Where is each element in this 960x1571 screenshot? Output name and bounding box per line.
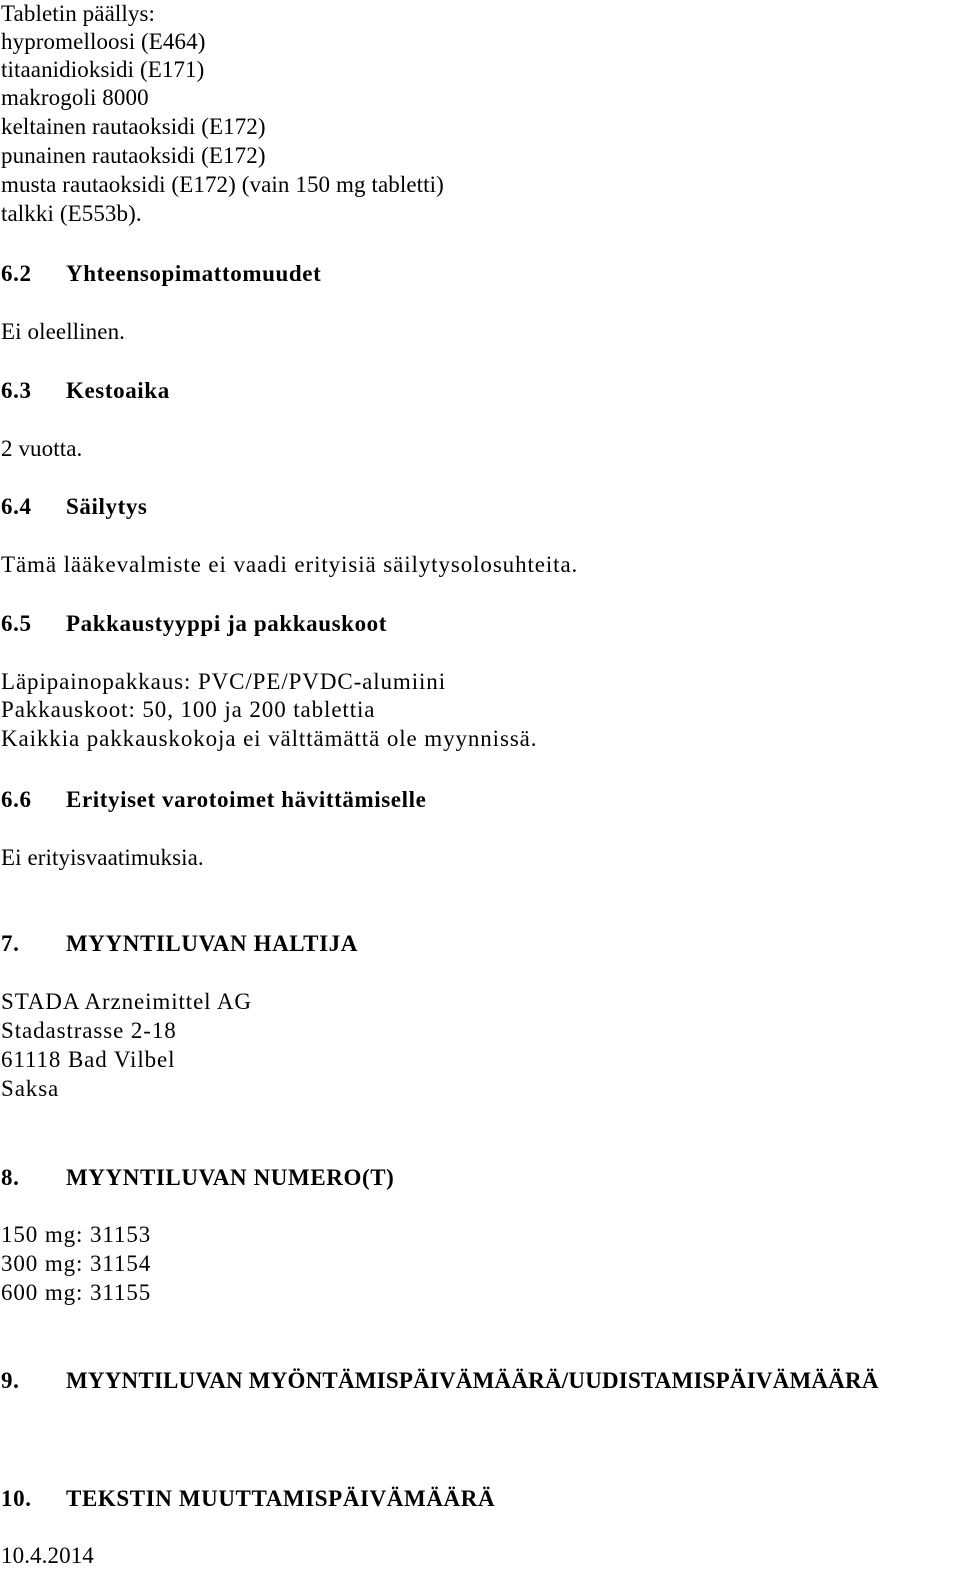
section-title: Erityiset varotoimet hävittämiselle	[66, 787, 427, 812]
authorisation-number: 150 mg: 31153	[1, 1222, 152, 1247]
coating-title: Tabletin päällys:	[1, 1, 156, 26]
section-6-5-line: Kaikkia pakkauskokoja ei välttämättä ole myynnissä.	[1, 726, 538, 751]
holder-line: 61118 Bad Vilbel	[1, 1047, 176, 1072]
section-6-6-heading	[1, 786, 426, 814]
section-title: Kestoaika	[66, 378, 170, 403]
coating-item: musta rautaoksidi (E172) (vain 150 mg tabletti)	[1, 172, 444, 197]
section-number: 6.4	[1, 494, 32, 519]
section-number: 10.	[1, 1486, 32, 1511]
section-6-4-heading	[1, 493, 147, 521]
section-7-heading	[1, 930, 358, 958]
section-9-heading	[1, 1367, 879, 1395]
section-title: Pakkaustyyppi ja pakkauskoot	[66, 611, 388, 636]
coating-item: titaanidioksidi (E171)	[1, 57, 205, 82]
section-6-5-heading	[1, 610, 387, 638]
authorisation-number: 600 mg: 31155	[1, 1280, 152, 1305]
section-title: MYYNTILUVAN HALTIJA	[66, 931, 358, 956]
coating-item: punainen rautaoksidi (E172)	[1, 143, 266, 168]
coating-item: hypromelloosi (E464)	[1, 29, 206, 54]
section-6-5-line: Pakkauskoot: 50, 100 ja 200 tablettia	[1, 697, 376, 722]
section-6-2-heading	[1, 260, 321, 288]
holder-line: Stadastrasse 2-18	[1, 1018, 177, 1043]
section-number: 6.2	[1, 261, 32, 286]
revision-date: 10.4.2014	[1, 1543, 94, 1568]
section-8-heading	[1, 1164, 394, 1192]
coating-item: makrogoli 8000	[1, 85, 149, 110]
section-number: 6.3	[1, 378, 32, 403]
section-number: 7.	[1, 931, 20, 956]
coating-item: keltainen rautaoksidi (E172)	[1, 114, 266, 139]
section-6-5-line: Läpipainopakkaus: PVC/PE/PVDC-alumiini	[1, 669, 446, 694]
authorisation-number: 300 mg: 31154	[1, 1251, 152, 1276]
section-number: 6.5	[1, 611, 32, 636]
section-title: MYYNTILUVAN NUMERO(T)	[66, 1165, 395, 1190]
coating-item: talkki (E553b).	[1, 201, 142, 226]
section-number: 9.	[1, 1368, 20, 1393]
section-6-4-body: Tämä lääkevalmiste ei vaadi erityisiä säilytysolosuhteita.	[1, 552, 579, 577]
holder-line: STADA Arzneimittel AG	[1, 989, 252, 1014]
section-number: 6.6	[1, 787, 32, 812]
section-title: Säilytys	[66, 494, 148, 519]
section-6-3-heading	[1, 377, 170, 405]
section-number: 8.	[1, 1165, 20, 1190]
section-title: MYYNTILUVAN MYÖNTÄMISPÄIVÄMÄÄRÄ/UUDISTAMISPÄIVÄMÄÄRÄ	[66, 1368, 879, 1393]
section-10-heading	[1, 1485, 495, 1513]
holder-line: Saksa	[1, 1076, 60, 1101]
section-title: TEKSTIN MUUTTAMISPÄIVÄMÄÄRÄ	[66, 1486, 496, 1511]
section-6-2-body: Ei oleellinen.	[1, 319, 126, 344]
section-title: Yhteensopimattomuudet	[66, 261, 322, 286]
section-6-6-body: Ei erityisvaatimuksia.	[1, 845, 204, 870]
section-6-3-body: 2 vuotta.	[1, 436, 83, 461]
